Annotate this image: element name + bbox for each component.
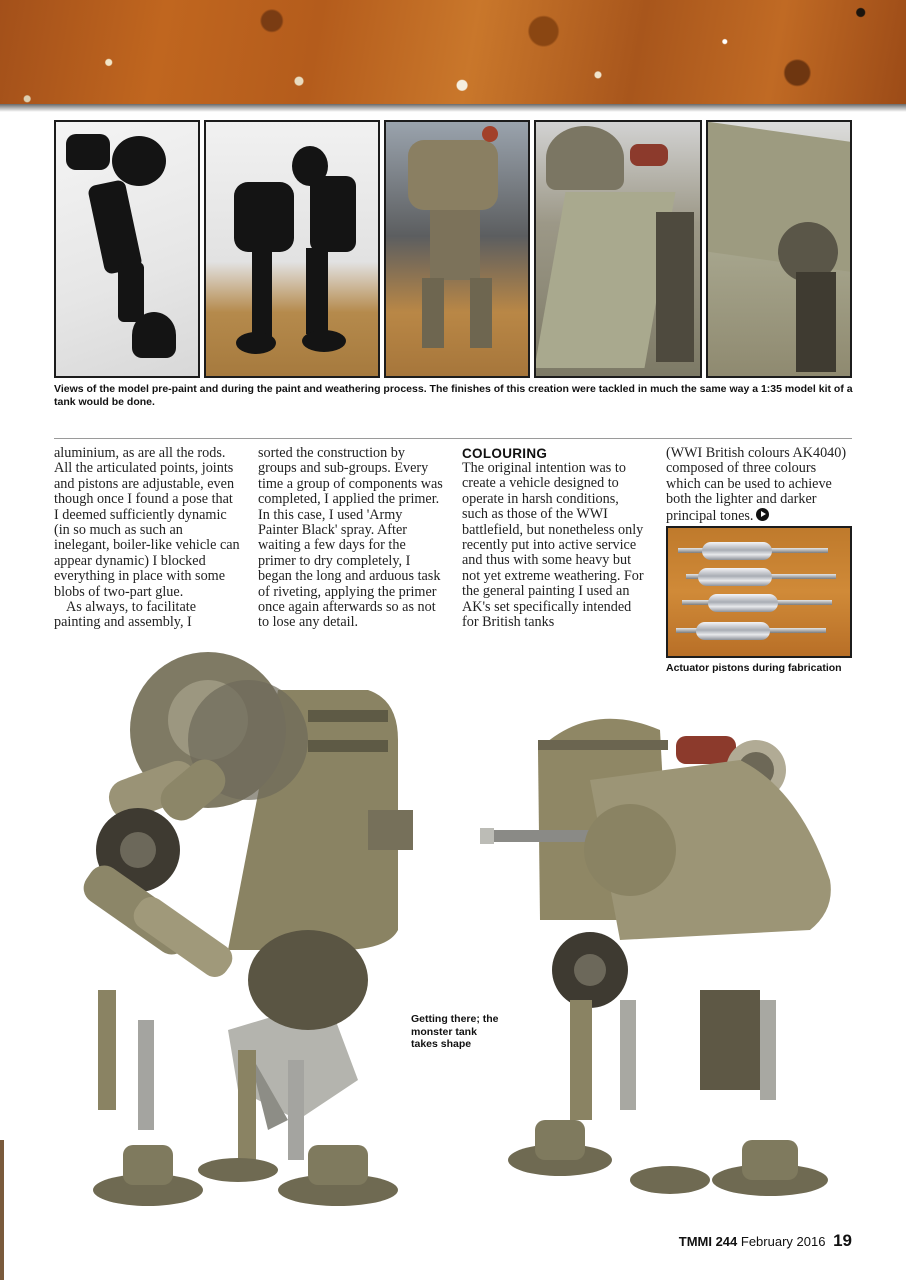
article-paragraph	[666, 446, 852, 524]
article-paragraph-text: (WWI British colours AK4040) composed of three colours which can be used to achieve both the lighter and darker principal tones.	[666, 445, 847, 524]
page-edge-photo-bleed	[0, 1140, 4, 1280]
photo-monster-tank-side	[480, 700, 840, 1210]
article-paragraph: aluminium, as are all the rods. All the articulated points, joints and pistons are adjustable, even though once I found a pose that I deemed sufficiently dynamic (in so much as such an inelegant, boiler-like vehicle can appear dynamic) I blocked everything in place with some blobs of two-part glue.	[54, 445, 240, 600]
photo-painted-turret-closeup	[534, 120, 702, 378]
article-column-2	[258, 446, 444, 631]
section-divider	[54, 438, 852, 439]
page-folio	[679, 1231, 852, 1251]
article-paragraph: sorted the construction by groups and sub-groups. Every time a group of components was completed, I applied the primer. In this case, I used 'Army Painter Black' spray. After waiting a few days for the primer to dry completely, I began the long and arduous task of riveting, applying the primer once again afterwards so as not to lose any detail.	[258, 445, 443, 631]
photo-strip-caption: Views of the model pre-paint and during the paint and weathering process. The finishes of this creation were tackled in much the same way a 1:35 model kit of a tank would be done.	[54, 383, 853, 408]
article-column-1	[54, 446, 240, 631]
issue-date: February 2016	[740, 1234, 826, 1249]
continue-arrow-icon	[756, 508, 769, 521]
article-column-4	[666, 446, 852, 524]
magazine-issue: TMMI 244	[678, 1234, 738, 1249]
main-photo-caption: Getting there; the monster tank takes shape	[411, 1013, 499, 1050]
article-column-3	[462, 446, 648, 630]
photo-hull-weathering-detail	[706, 120, 852, 378]
header-rust-banner	[0, 0, 906, 104]
article-paragraph: As always, to facilitate painting and assembly, I	[54, 599, 197, 631]
header-shadow	[0, 104, 906, 112]
photo-black-arm-assembly	[54, 120, 200, 378]
article-paragraph: The original intention was to create a vehicle designed to operate in harsh conditions, such as those of the WWI battlefield, but nonetheless only recently put into active service and thus with some heavy but not yet extreme weathering. For the general painting I used an AK's set specifically intended for British tanks	[462, 460, 644, 631]
photo-monster-tank-front	[38, 650, 418, 1220]
photo-actuator-pistons	[666, 526, 852, 658]
photo-black-chassis-and-legs	[204, 120, 380, 378]
section-heading-colouring: COLOURING	[462, 446, 548, 461]
piston-photo-caption: Actuator pistons during fabrication	[666, 662, 842, 674]
photo-primed-hull-on-legs	[384, 120, 530, 378]
page-number: 19	[833, 1231, 852, 1250]
